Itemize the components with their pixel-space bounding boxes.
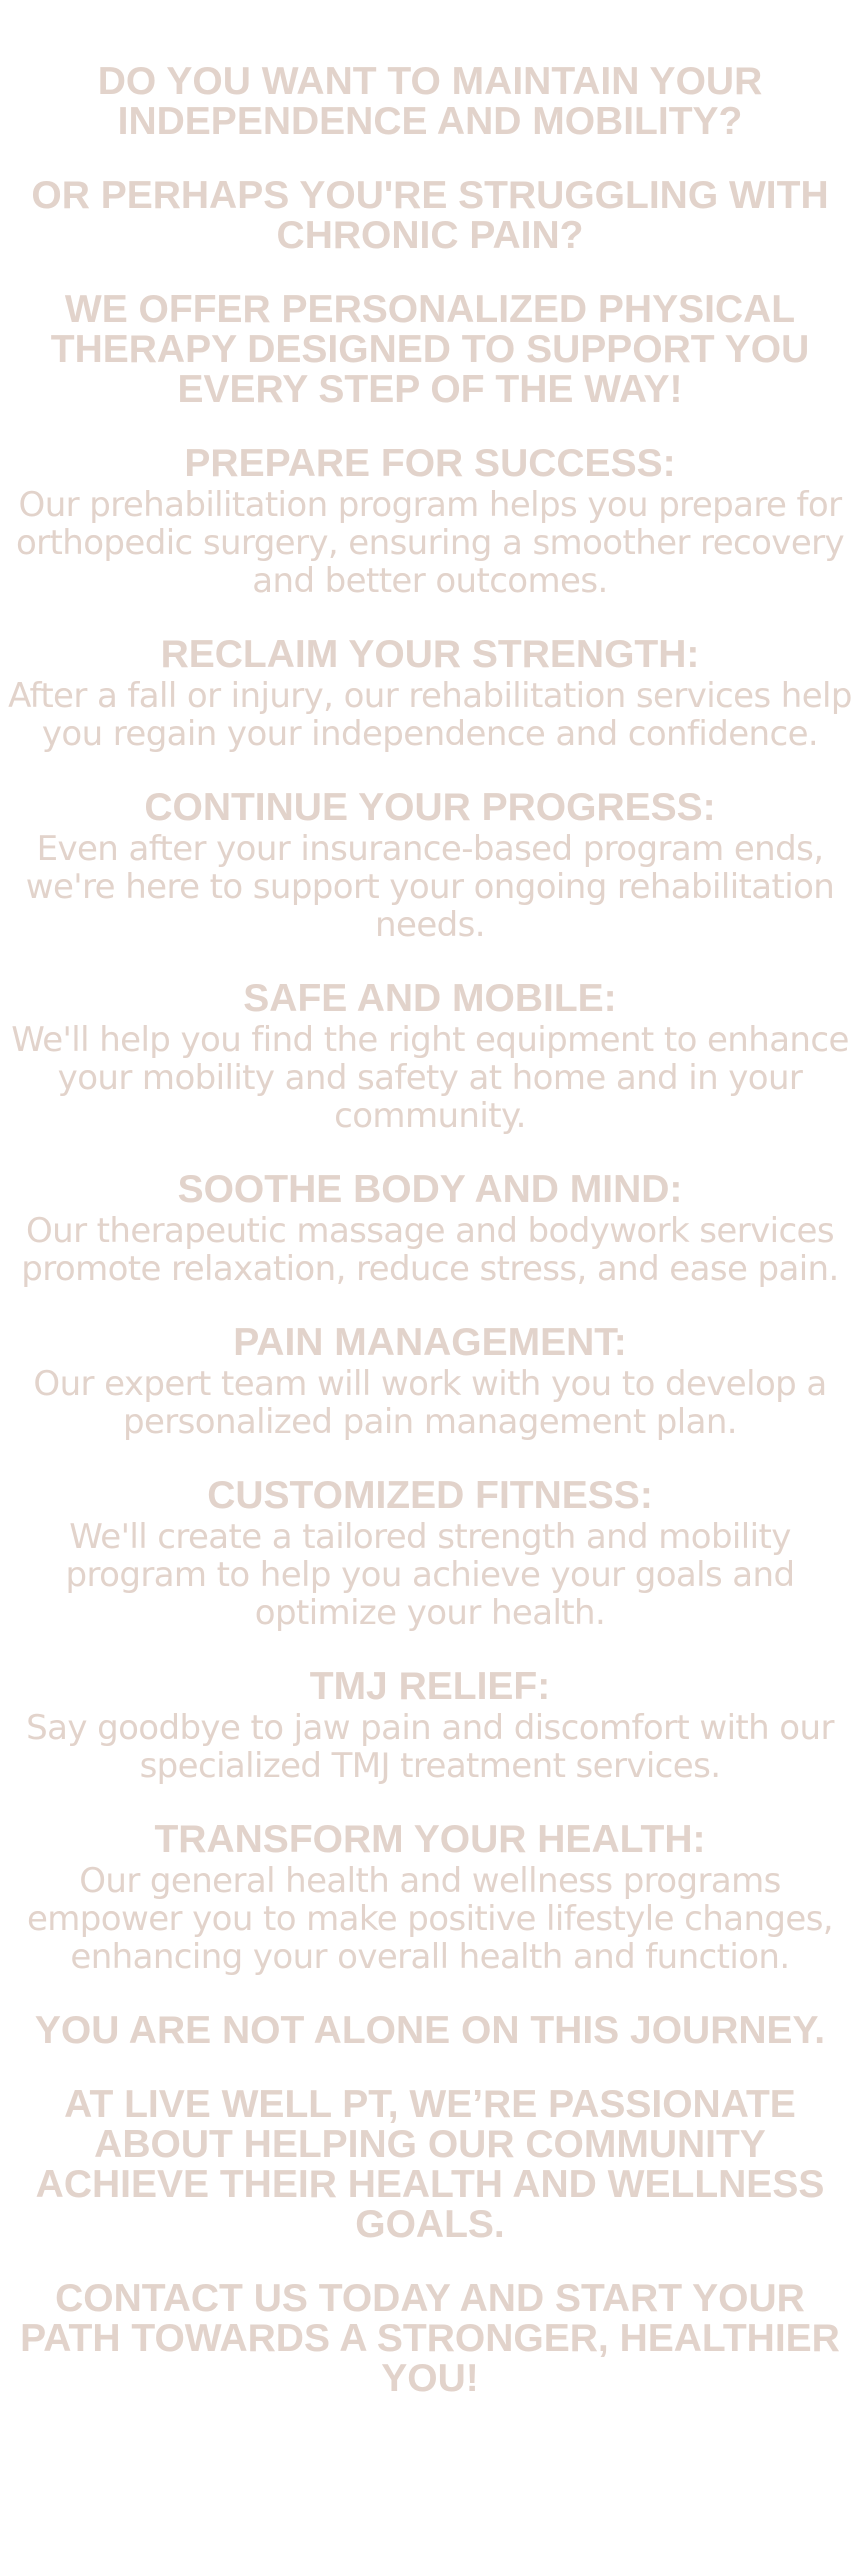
service-title: SAFE AND MOBILE: xyxy=(243,977,617,1020)
service-description: Our general health and wellness programs empower you to make positive lifestyle changes, enhancing your overall health and function. xyxy=(26,1861,834,1977)
service-transform-your-health xyxy=(0,1820,860,1976)
service-description: After a fall or injury, our rehabilitation services help you regain your independence and confidence. xyxy=(8,676,852,754)
service-tmj-relief xyxy=(0,1667,860,1785)
service-description: Even after your insurance-based program ends, we're here to support your ongoing rehabilitation needs. xyxy=(25,829,835,945)
service-title: PAIN MANAGEMENT: xyxy=(233,1321,627,1364)
service-title: RECLAIM YOUR STRENGTH: xyxy=(160,633,700,676)
service-safe-and-mobile xyxy=(0,979,860,1135)
service-description: We'll help you find the right equipment to enhance your mobility and safety at home and in your community. xyxy=(11,1020,849,1136)
service-continue-your-progress xyxy=(0,788,860,944)
service-title: TRANSFORM YOUR HEALTH: xyxy=(154,1818,706,1861)
service-description: Our expert team will work with you to develop a personalized pain management plan. xyxy=(33,1364,827,1442)
intro-heading-personalized-therapy: WE OFFER PERSONALIZED PHYSICAL THERAPY DESIGNED TO SUPPORT YOU EVERY STEP OF THE WAY! xyxy=(50,288,810,411)
service-description: We'll create a tailored strength and mobility program to help you achieve your goals and optimize your health. xyxy=(65,1517,795,1633)
service-description: Say goodbye to jaw pain and discomfort with our specialized TMJ treatment services. xyxy=(26,1708,834,1786)
service-title: CONTINUE YOUR PROGRESS: xyxy=(144,786,716,829)
intro-heading-independence: DO YOU WANT TO MAINTAIN YOUR INDEPENDENCE AND MOBILITY? xyxy=(97,60,763,143)
intro-heading-chronic-pain: OR PERHAPS YOU'RE STRUGGLING WITH CHRONIC PAIN? xyxy=(31,174,829,257)
closing-passionate: AT LIVE WELL PT, WE’RE PASSIONATE ABOUT HELPING OUR COMMUNITY ACHIEVE THEIR HEALTH AND WELLNESS GOALS. xyxy=(35,2083,825,2246)
service-title: SOOTHE BODY AND MIND: xyxy=(177,1168,683,1211)
service-title: CUSTOMIZED FITNESS: xyxy=(207,1474,653,1517)
service-soothe-body-and-mind xyxy=(0,1170,860,1288)
service-title: TMJ RELIEF: xyxy=(309,1665,551,1708)
service-reclaim-your-strength xyxy=(0,635,860,753)
closing-not-alone: YOU ARE NOT ALONE ON THIS JOURNEY. xyxy=(34,2009,826,2052)
closing-contact-us: CONTACT US TODAY AND START YOUR PATH TOWARDS A STRONGER, HEALTHIER YOU! xyxy=(20,2277,840,2400)
service-pain-management xyxy=(0,1323,860,1441)
service-title: PREPARE FOR SUCCESS: xyxy=(184,442,676,485)
service-description: Our prehabilitation program helps you prepare for orthopedic surgery, ensuring a smoother recovery and better outcomes. xyxy=(15,485,845,601)
service-customized-fitness xyxy=(0,1476,860,1632)
service-description: Our therapeutic massage and bodywork services promote relaxation, reduce stress, and ease pain. xyxy=(21,1211,839,1289)
service-prepare-for-success xyxy=(0,444,860,600)
